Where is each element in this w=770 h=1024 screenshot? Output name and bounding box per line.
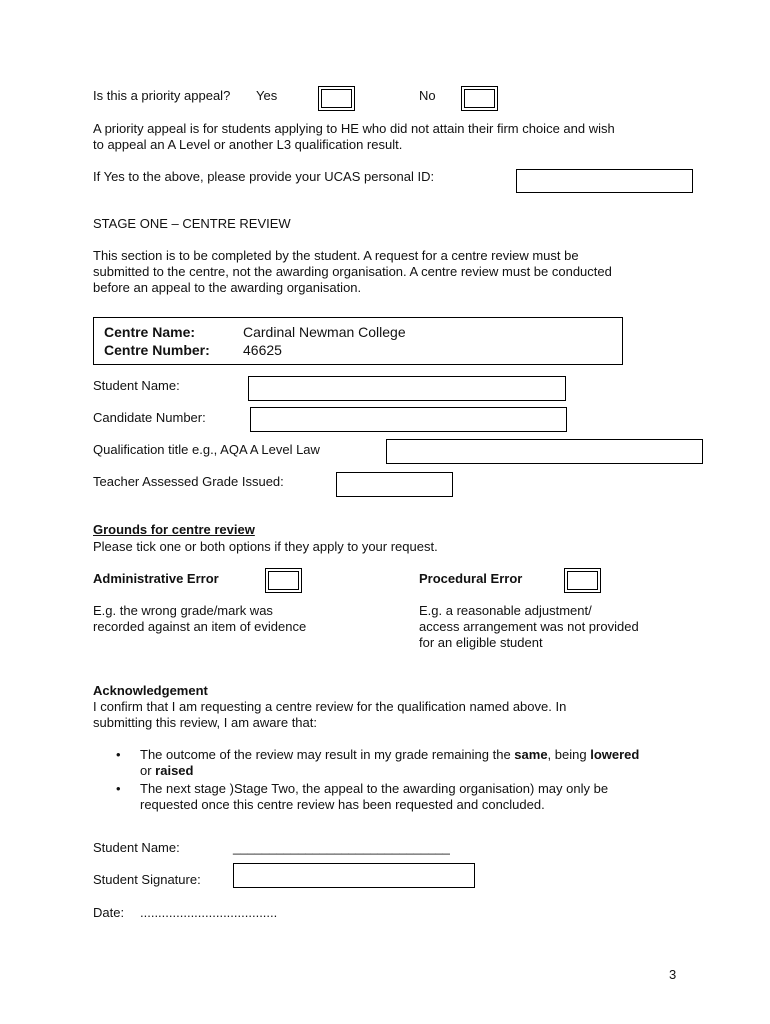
grounds-instruction: Please tick one or both options if they apply to your request. [93, 539, 438, 554]
date-label: Date: [93, 905, 125, 920]
centre-number-label: Centre Number: [104, 342, 210, 358]
page-number: 3 [669, 967, 677, 982]
student-name-field[interactable] [248, 376, 566, 401]
signoff-student-name-line[interactable]: ______________________________ [233, 840, 450, 855]
admin-error-example: E.g. the wrong grade/mark was recorded against an item of evidence [93, 603, 307, 634]
teacher-grade-label: Teacher Assessed Grade Issued: [93, 474, 284, 489]
qualification-title-label: Qualification title e.g., AQA A Level Law [93, 442, 320, 457]
student-signature-field[interactable] [233, 863, 475, 888]
stage-one-intro: This section is to be completed by the student. A request for a centre review must be submitted to the centre, not the awarding organisation. A centre review must be conducted before an appeal to the awarding organisation. [93, 248, 612, 295]
candidate-number-label: Candidate Number: [93, 410, 206, 425]
qualification-title-field[interactable] [386, 439, 703, 464]
centre-name-value: Cardinal Newman College [243, 324, 406, 340]
date-field[interactable]: ...................................... [140, 905, 278, 920]
priority-yes-label: Yes [256, 88, 278, 103]
bullet-1-marker: • [116, 747, 121, 762]
grounds-heading: Grounds for centre review [93, 522, 255, 537]
admin-error-checkbox[interactable] [265, 568, 302, 593]
student-signature-label: Student Signature: [93, 872, 201, 887]
student-name-label: Student Name: [93, 378, 180, 393]
acknowledgement-heading: Acknowledgement [93, 683, 208, 698]
centre-name-label: Centre Name: [104, 324, 196, 340]
ucas-id-field[interactable] [516, 169, 693, 193]
priority-no-checkbox[interactable] [461, 86, 498, 111]
centre-details-box [93, 317, 623, 365]
priority-no-label: No [419, 88, 436, 103]
bullet-1-text: The outcome of the review may result in my grade remaining the same, being lowered or raised [140, 747, 640, 778]
bullet-2-marker: • [116, 781, 121, 796]
signoff-student-name-label: Student Name: [93, 840, 180, 855]
priority-explanation: A priority appeal is for students applying to HE who did not attain their firm choice and wish to appeal an A Level or another L3 qualification result. [93, 121, 615, 152]
centre-number-value: 46625 [243, 342, 282, 358]
acknowledgement-intro: I confirm that I am requesting a centre review for the qualification named above. In submitting this review, I am aware that: [93, 699, 567, 730]
procedural-error-checkbox[interactable] [564, 568, 601, 593]
procedural-error-example: E.g. a reasonable adjustment/ access arrangement was not provided for an eligible student [419, 603, 639, 650]
procedural-error-label: Procedural Error [419, 571, 523, 586]
admin-error-label: Administrative Error [93, 571, 219, 586]
priority-yes-checkbox[interactable] [318, 86, 355, 111]
teacher-grade-field[interactable] [336, 472, 453, 497]
ucas-id-label: If Yes to the above, please provide your UCAS personal ID: [93, 169, 435, 184]
candidate-number-field[interactable] [250, 407, 567, 432]
priority-question: Is this a priority appeal? [93, 88, 231, 103]
stage-one-heading: STAGE ONE – CENTRE REVIEW [93, 216, 291, 231]
bullet-2-text: The next stage )Stage Two, the appeal to the awarding organisation) may only be requested once this centre review has been requested and concluded. [140, 781, 609, 812]
